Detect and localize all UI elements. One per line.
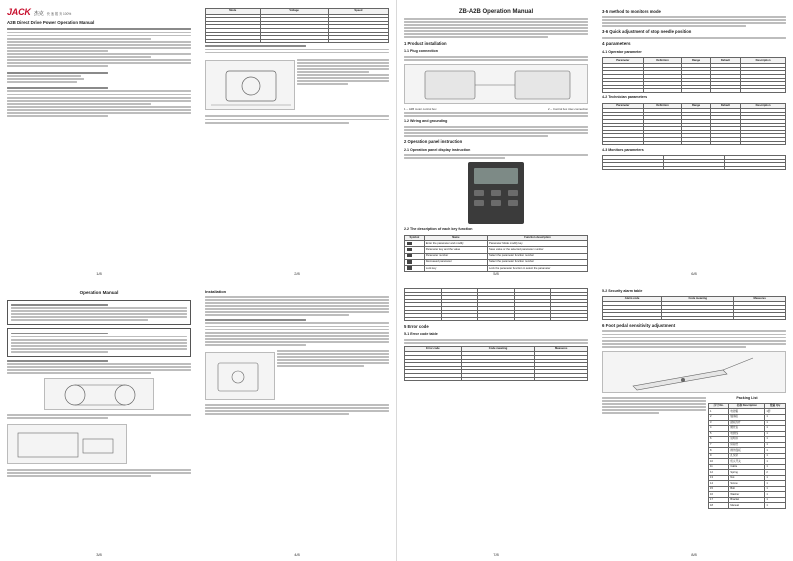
heading-wiring: 1.2 Wiring and grounding [404,119,448,124]
page-number: 7/8 [493,552,499,558]
machine-drawing-icon [8,425,128,465]
heading-security-alarm: 5-2 Security alarm table [602,288,643,293]
panel-key-up [508,190,518,196]
page-2 [198,0,396,280]
panel-screen [474,168,518,184]
brand-cn: 杰克 [33,11,44,17]
figure-caption-1: 1 -- A2B motor control box [404,106,437,111]
key-header-symbol: Symbol [405,235,425,241]
heading-stop-needle: 3-6 Quick adjustment of stop needle position [602,29,692,35]
control-box-drawing-icon [405,65,589,105]
heading-foot-pedal: 6 Foot pedal sensitivity adjustment [602,322,676,328]
p-key-icon [407,242,412,246]
key-header-name: Name [424,235,487,241]
panel-key-s [491,190,501,196]
s-key-icon [407,248,412,252]
packing-list-table: 序号 No. 名称 Description 数量 Qty 1 电控箱 1套 2 轴承座 1 3 踏板连杆 1 4 螺丝包 1 5 电源线 1 6 说明书 1 7 保险丝 1 8 操作面板 1 9 扎线带 1 10 机头开关 1 11 Cable 1 12 Spring 2 13 Nut 1 14 Screw 1 15 Bolt 1 16 Washer 1 17 Bracket 1 18 Manual 1 [708,403,786,509]
table-row: 14 Screw 1 [709,481,786,487]
page-number: 2/8 [294,271,300,277]
page-7 [397,280,595,561]
page-number: 8/8 [691,552,697,558]
install-figure-2 [205,352,275,400]
table-row: Decreased parameter Select the parameter function number [405,259,588,265]
safety-list [7,72,191,117]
heading-error-code: 5 Error code [404,323,429,329]
manual-title: ZB-A2B Operation Manual [458,9,534,15]
section-operation-manual: Operation Manual [79,290,119,295]
operation-panel-image [468,162,524,224]
operator-parameter-table: Parameter Definition Range Default Description [602,57,786,92]
page-6 [595,0,793,280]
page-1 [0,0,198,280]
error-code-table: Error code Code meaning Measures [404,346,588,381]
right-sheet [397,0,793,561]
figure-caption-2: 2 -- Control box inter-connection [548,106,588,111]
page-3 [0,280,198,561]
up-key-icon [407,254,412,258]
table-row: Parameter number Select the parameter function number [405,253,588,259]
panel-key-p [474,190,484,196]
key-function-table [404,235,588,272]
panel-key-extra [508,200,518,206]
table-row: 13 Nut 1 [709,475,786,481]
page-number: 1/8 [96,271,102,277]
jack-logo: JACK [7,7,31,17]
heading-plug-connection: 1.1 Plug connection [404,49,438,54]
table-row: 6 说明书 1 [709,437,786,443]
panel-key-lock [491,200,501,206]
motor-drawing-icon [206,61,296,111]
pulley-drawing-icon [45,379,155,411]
doc-title: A2B Direct Drive Power Operation Manual [7,20,95,26]
table-row: 4 螺丝包 1 [709,426,786,432]
install-figure-1 [205,60,295,110]
heading-operation-panel: 2 Operation panel instruction [404,139,463,145]
table-row: Enter the parameter and modify Parameter Mode modify key [405,241,588,247]
warning-box-1 [7,300,191,326]
brand-tag: 快 速 服 务 100% [46,12,72,16]
page-number: 6/8 [691,271,697,277]
table-row: 8 操作面板 1 [709,448,786,454]
warning-box-2 [7,328,191,357]
page2-text [205,45,389,53]
heading-operator-parameter: 4-1 Operator parameter [602,50,642,55]
table-row: 2 轴承座 1 [709,414,786,420]
intro-text [7,28,191,67]
technician-parameter-table: Parameter Definition Range Default Description [602,103,786,146]
table-row: 12 Spring 2 [709,470,786,476]
pulley-figure [44,378,154,410]
sensor-drawing-icon [206,353,276,401]
table-row: Lock key Lock the parameter function in select the parameter [405,265,588,271]
heading-technician-parameters: 4-2 Technician parameters [602,95,648,100]
table-row: 18 Manual 1 [709,503,786,509]
table-row: 5 电源线 1 [709,431,786,437]
parameter-continued-table [404,288,588,321]
table-row: 16 Washer 1 [709,492,786,498]
plug-connection-figure [404,64,588,104]
heading-monitor-mode: 3-5 method to monitors mode [602,8,661,14]
page-number: 3/8 [96,552,102,558]
heading-parameters: 4 parameters [602,41,631,47]
page-number: 4/8 [294,552,300,558]
heading-monitors-parameters: 4-3 Monitors parameters [602,147,644,152]
down-key-icon [407,260,412,264]
brand-header [7,6,191,19]
spec-header-speed: Speed [328,9,388,15]
table-row: 1 电控箱 1套 [709,409,786,415]
page-4 [198,280,396,561]
monitors-parameter-table [602,155,786,170]
lock-key-icon [407,266,412,270]
panel-key-down [474,200,484,206]
heading-panel-display: 2.1 Operation panel display instruction [404,148,471,152]
key-header-function: Function description [488,235,588,241]
heading-key-function: 2.2 The description of each key function [404,227,473,232]
table-row: 17 Bracket 1 [709,497,786,503]
packing-list-body [709,409,786,509]
spec-header-voltage: Voltage [260,9,328,15]
table-row: 3 踏板连杆 1 [709,420,786,426]
security-alarm-table: Alarm code Code meaning Measures [602,296,786,321]
foot-pedal-figure [602,351,786,393]
left-sheet [0,0,396,561]
bottom-figure [7,424,127,464]
table-row: 10 机头开关 1 [709,459,786,465]
spec-header-mode: Mode [206,9,261,15]
table-row: 15 Bolt 1 [709,486,786,492]
page-8 [595,280,793,561]
table-row: 11 Cable 1 [709,464,786,470]
heading-product-installation: 1 Product installation [404,40,447,46]
page-5 [397,0,595,280]
table-row: Parameter key and the value Save value or the selected parameter number [405,247,588,253]
section-installation: Installation [205,289,227,294]
spec-table [205,8,389,43]
table-row: 7 保险丝 1 [709,442,786,448]
foot-pedal-drawing-icon [603,352,787,394]
table-row: 9 扎线带 1 [709,453,786,459]
page-number: 5/8 [493,271,499,277]
heading-error-code-table: 5-1 Error code table [404,332,438,337]
packing-list-title: Packing List [736,395,758,400]
